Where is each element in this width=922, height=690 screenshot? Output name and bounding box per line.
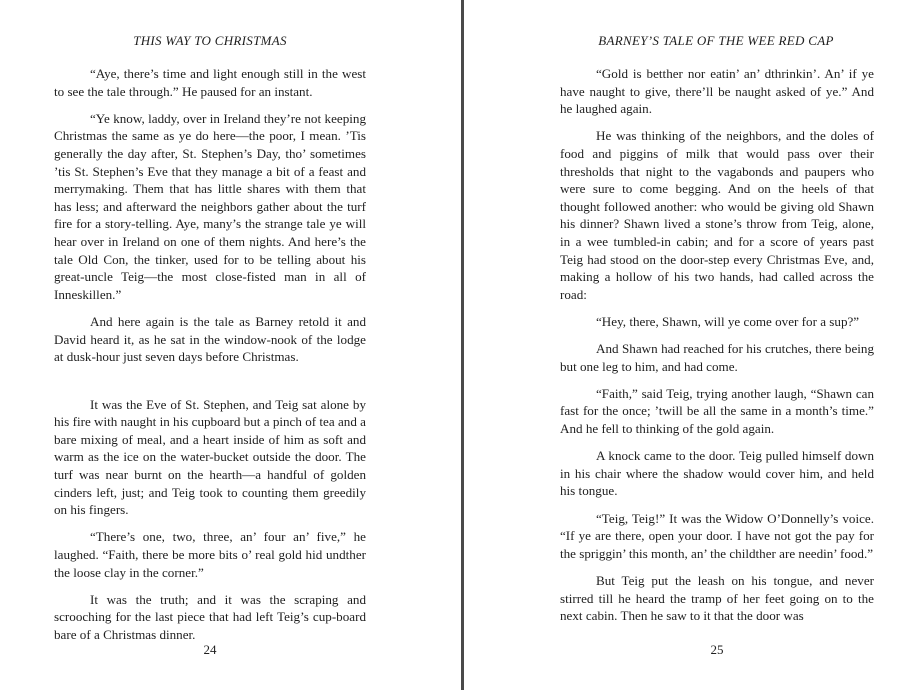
left-body-text: [54, 65, 366, 653]
paragraph: A knock came to the door. Teig pulled himself down in his chair where the shadow would cover him, and held his tongue.: [560, 448, 874, 499]
right-body-text: [560, 65, 874, 634]
paragraph: But Teig put the leash on his tongue, and never stirred till he heard the tramp of her feet going on to the next cabin. Then he saw to it that the door was: [560, 573, 874, 624]
left-page-number: 24: [203, 642, 217, 657]
section-start-paragraph: It was the Eve of St. Stephen, and Teig sat alone by his fire with naught in his cupboard but a pinch of tea and a bare mixing of meal, and a heart inside of him as soft and warm as the ice on the water-bucket outside the door. The turf was near burnt on the hearth—a handful of golden cinders left, just; and Teig took to counting them greedily on his fingers.: [54, 396, 366, 518]
right-page-number: 25: [710, 642, 724, 657]
right-running-head: BARNEY’S TALE OF THE WEE RED CAP: [598, 33, 834, 48]
right-page: [464, 0, 922, 690]
paragraph: “Gold is betther nor eatin’ an’ dthrinkin’. An’ if ye have naught to give, there’ll be naught asked of ye.” And he laughed again.: [560, 66, 874, 117]
paragraph: “Faith,” said Teig, trying another laugh, “Shawn can fast for the once; ’twill be all the same in a month’s time.” And he fell to thinking of the gold again.: [560, 385, 874, 437]
paragraph: It was the truth; and it was the scraping and scrooching for the last piece that had left Teig’s cup-board bare of a Christmas dinner.: [54, 591, 366, 642]
paragraph: “Teig, Teig!” It was the Widow O’Donnelly’s voice. “If ye are there, open your door. I have not got the pay for the spriggin’ this month, an’ the childther are needin’ food.”: [560, 510, 874, 561]
paragraph: “Hey, there, Shawn, will ye come over for a sup?”: [596, 313, 860, 329]
left-running-head: THIS WAY TO CHRISTMAS: [133, 33, 287, 48]
paragraph: He was thinking of the neighbors, and the doles of food and piggins of milk that would pass over their thresholds that night to the vagabonds and paupers who were sure to come begging. And on the heels of that thought followed another: who would be giving old Shawn his dinner? Shawn lived a stone’s throw from Teig, alone, in a wee tumbled-in cabin; and for a score of years past Teig had stood on the door-step every Christmas Eve, and, making a hollow of his two hands, had called across the road:: [560, 128, 874, 302]
paragraph: And here again is the tale as Barney retold it and David heard it, as he sat in the window-nook of the lodge at dusk-hour just seven days before Christmas.: [54, 313, 366, 365]
paragraph: “Ye know, laddy, over in Ireland they’re not keeping Christmas the same as ye do here—the poor, I mean. ’Tis generally the day after, St. Stephen’s Day, tho’ sometimes ’tis St. Stephen’s Eve that they manage a bit of a feast and merrymaking. Them that has little shares with them that has less; and afterward the neighbors gather about the turf fire for a story-telling. Aye, many’s the strange tale ye will hear over in Ireland on one of them nights. And here’s the tale Old Con, the tinker, used for to be telling about his great-uncle Teig—the most close-fisted man in all of Inneskillen.”: [54, 110, 366, 302]
paragraph: “There’s one, two, three, an’ four an’ five,” he laughed. “Faith, there be more bits o’ real gold hid undther the loose clay in the corner.”: [54, 529, 366, 580]
paragraph: And Shawn had reached for his crutches, there being but one leg to him, and had come.: [560, 341, 874, 374]
paragraph: “Aye, there’s time and light enough still in the west to see the tale through.” He paused for an instant.: [54, 66, 366, 99]
